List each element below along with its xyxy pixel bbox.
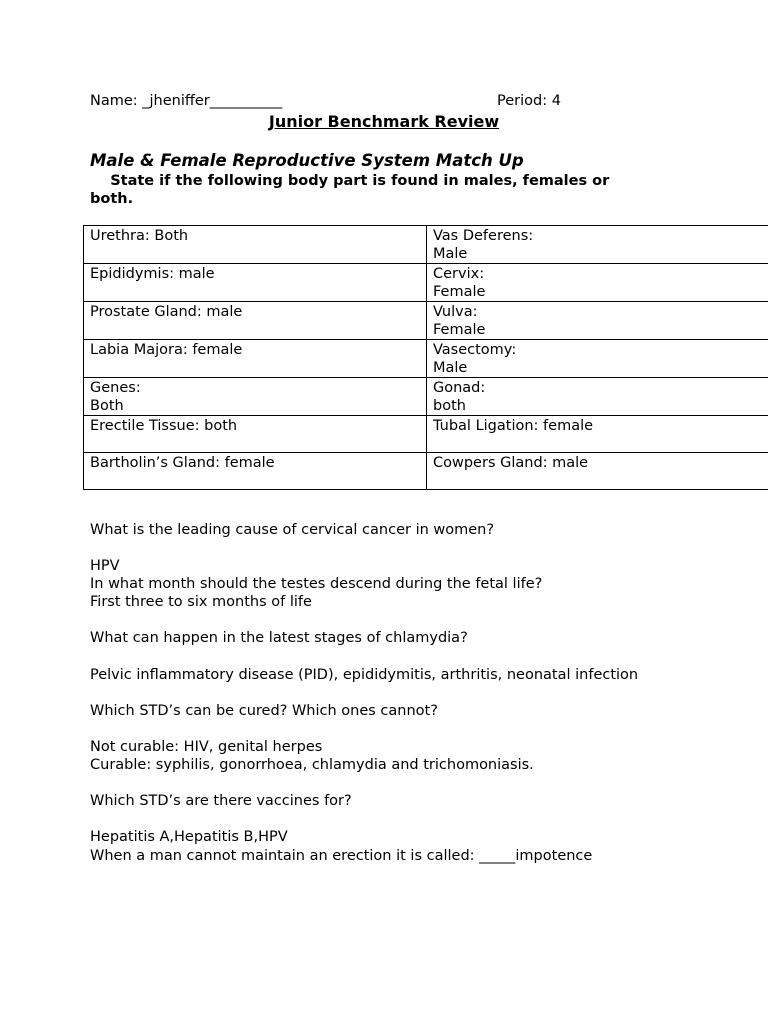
answer-4-line-1: Not curable: HIV, genital herpes [90, 739, 323, 755]
cell-line: Male [433, 246, 468, 262]
period-field: Period: 4 [497, 93, 561, 109]
question-3: What can happen in the latest stages of chlamydia? [90, 630, 468, 646]
name-field: Name: _jheniffer__________ [90, 93, 283, 109]
instruction-line-2: both. [90, 191, 134, 207]
table-cell: Epididymis: male [84, 264, 427, 302]
table-row [84, 340, 768, 378]
answer-1: HPV [90, 558, 120, 574]
table-cell [84, 378, 427, 416]
cell-line: Cervix: [433, 266, 485, 282]
cell-line: Vulva: [433, 304, 478, 320]
cell-line: both [433, 398, 466, 414]
table-row [84, 416, 768, 453]
table-cell [427, 226, 768, 264]
question-5: Which STD’s are there vaccines for? [90, 793, 352, 809]
match-table [83, 225, 768, 490]
table-cell [427, 264, 768, 302]
table-cell: Labia Majora: female [84, 340, 427, 378]
cell-line: Male [433, 360, 468, 376]
answer-3: Pelvic inflammatory disease (PID), epididymitis, arthritis, neonatal infection [90, 667, 639, 683]
table-cell [427, 340, 768, 378]
question-1: What is the leading cause of cervical cancer in women? [90, 522, 495, 538]
table-cell [427, 416, 768, 453]
cell-line: Genes: [90, 380, 141, 396]
table-cell: Prostate Gland: male [84, 302, 427, 340]
table-row [84, 453, 768, 490]
cell-line: Vasectomy: [433, 342, 517, 358]
question-6: When a man cannot maintain an erection it is called: _____impotence [90, 848, 593, 864]
table-cell: Bartholin’s Gland: female [84, 453, 427, 490]
cell-line: Vas Deferens: [433, 228, 534, 244]
table-cell: Urethra: Both [84, 226, 427, 264]
question-4: Which STD’s can be cured? Which ones cannot? [90, 703, 438, 719]
answer-2: First three to six months of life [90, 594, 312, 610]
cell-line: Cowpers Gland: male [433, 455, 589, 471]
section-heading: Male & Female Reproductive System Match Up [90, 151, 524, 170]
cell-line: Tubal Ligation: female [433, 418, 594, 434]
cell-line: Gonad: [433, 380, 486, 396]
table-row [84, 264, 768, 302]
table-cell [427, 378, 768, 416]
answer-5: Hepatitis A,Hepatitis B,HPV [90, 829, 288, 845]
page-title: Junior Benchmark Review [268, 112, 500, 131]
cell-line: Female [433, 322, 486, 338]
table-row [84, 302, 768, 340]
table-row [84, 226, 768, 264]
instruction-line-1: State if the following body part is found in males, females or [90, 173, 610, 189]
table-cell: Erectile Tissue: both [84, 416, 427, 453]
cell-line: Both [90, 398, 124, 414]
table-cell [427, 453, 768, 490]
answer-4-line-2: Curable: syphilis, gonorrhoea, chlamydia and trichomoniasis. [90, 757, 534, 773]
question-2: In what month should the testes descend during the fetal life? [90, 576, 543, 592]
cell-line: Female [433, 284, 486, 300]
table-cell [427, 302, 768, 340]
table-row [84, 378, 768, 416]
